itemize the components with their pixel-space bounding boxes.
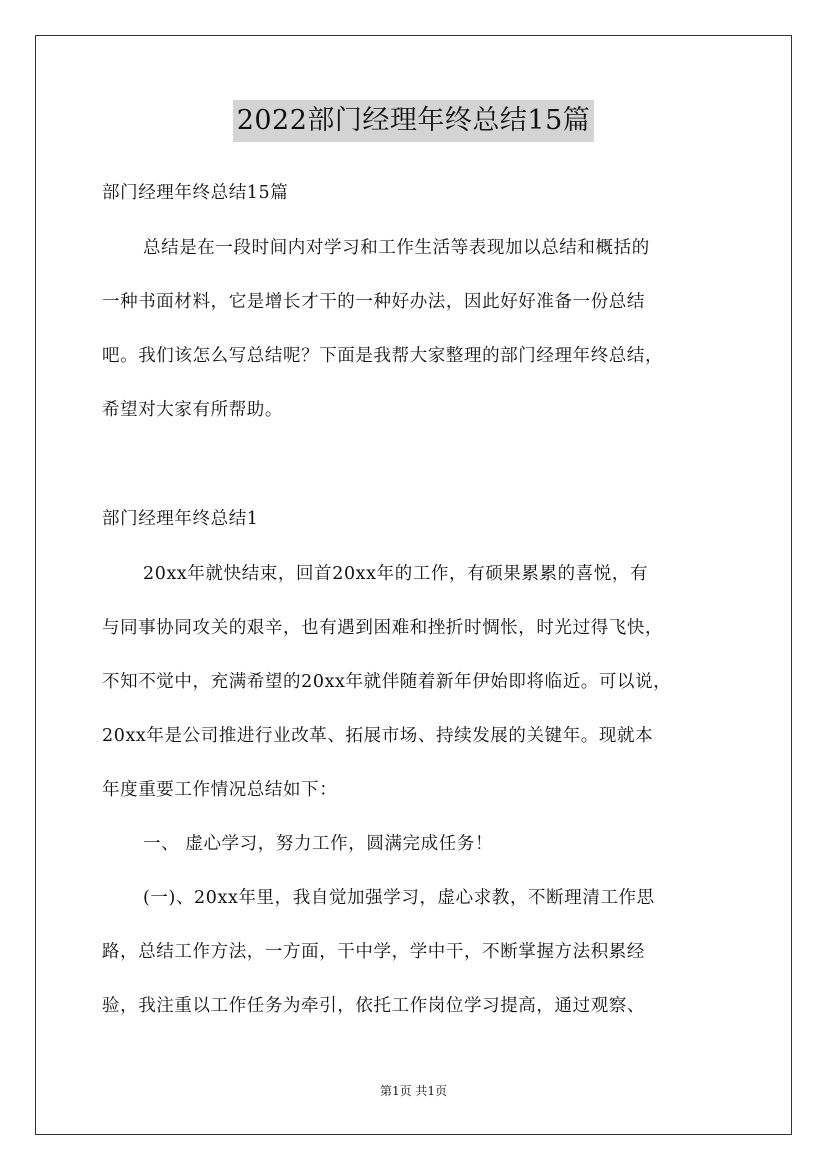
body-line: 不知不觉中，充满希望的20xx年就伴随着新年伊始即将临近。可以说， <box>102 672 672 692</box>
body-line: 年度重要工作情况总结如下： <box>102 780 338 800</box>
body-line: 20xx年是公司推进行业改革、拓展市场、持续发展的关键年。现就本 <box>102 726 654 746</box>
document-title: 2022部门经理年终总结15篇 <box>233 100 595 142</box>
body-line: 与同事协同攻关的艰辛，也有遇到困难和挫折时惆怅，时光过得飞快， <box>102 618 664 638</box>
intro-line: 吧。我们该怎么写总结呢？下面是我帮大家整理的部门经理年终总结， <box>102 346 664 366</box>
section-heading: 部门经理年终总结1 <box>102 509 259 529</box>
intro-line: 一种书面材料，它是增长才干的一种好办法，因此好好准备一份总结 <box>102 292 645 312</box>
point-line: 路，总结工作方法，一方面，干中学，学中干，不断掌握方法积累经 <box>102 942 645 962</box>
title-container <box>0 100 827 142</box>
subtitle: 部门经理年终总结15篇 <box>102 183 289 203</box>
page-footer: 第1页 共1页 <box>379 1084 448 1098</box>
intro-line: 总结是在一段时间内对学习和工作生活等表现加以总结和概括的 <box>143 238 650 258</box>
point-line: 验，我注重以工作任务为牵引，依托工作岗位学习提高，通过观察、 <box>102 996 645 1016</box>
point-heading: 一、 虚心学习，努力工作，圆满完成任务！ <box>143 834 494 854</box>
intro-line: 希望对大家有所帮助。 <box>102 400 283 420</box>
body-line: 20xx年就快结束，回首20xx年的工作，有硕果累累的喜悦，有 <box>143 564 649 584</box>
point-line: (一)、20xx年里，我自觉加强学习，虚心求教，不断理清工作思 <box>143 888 655 908</box>
